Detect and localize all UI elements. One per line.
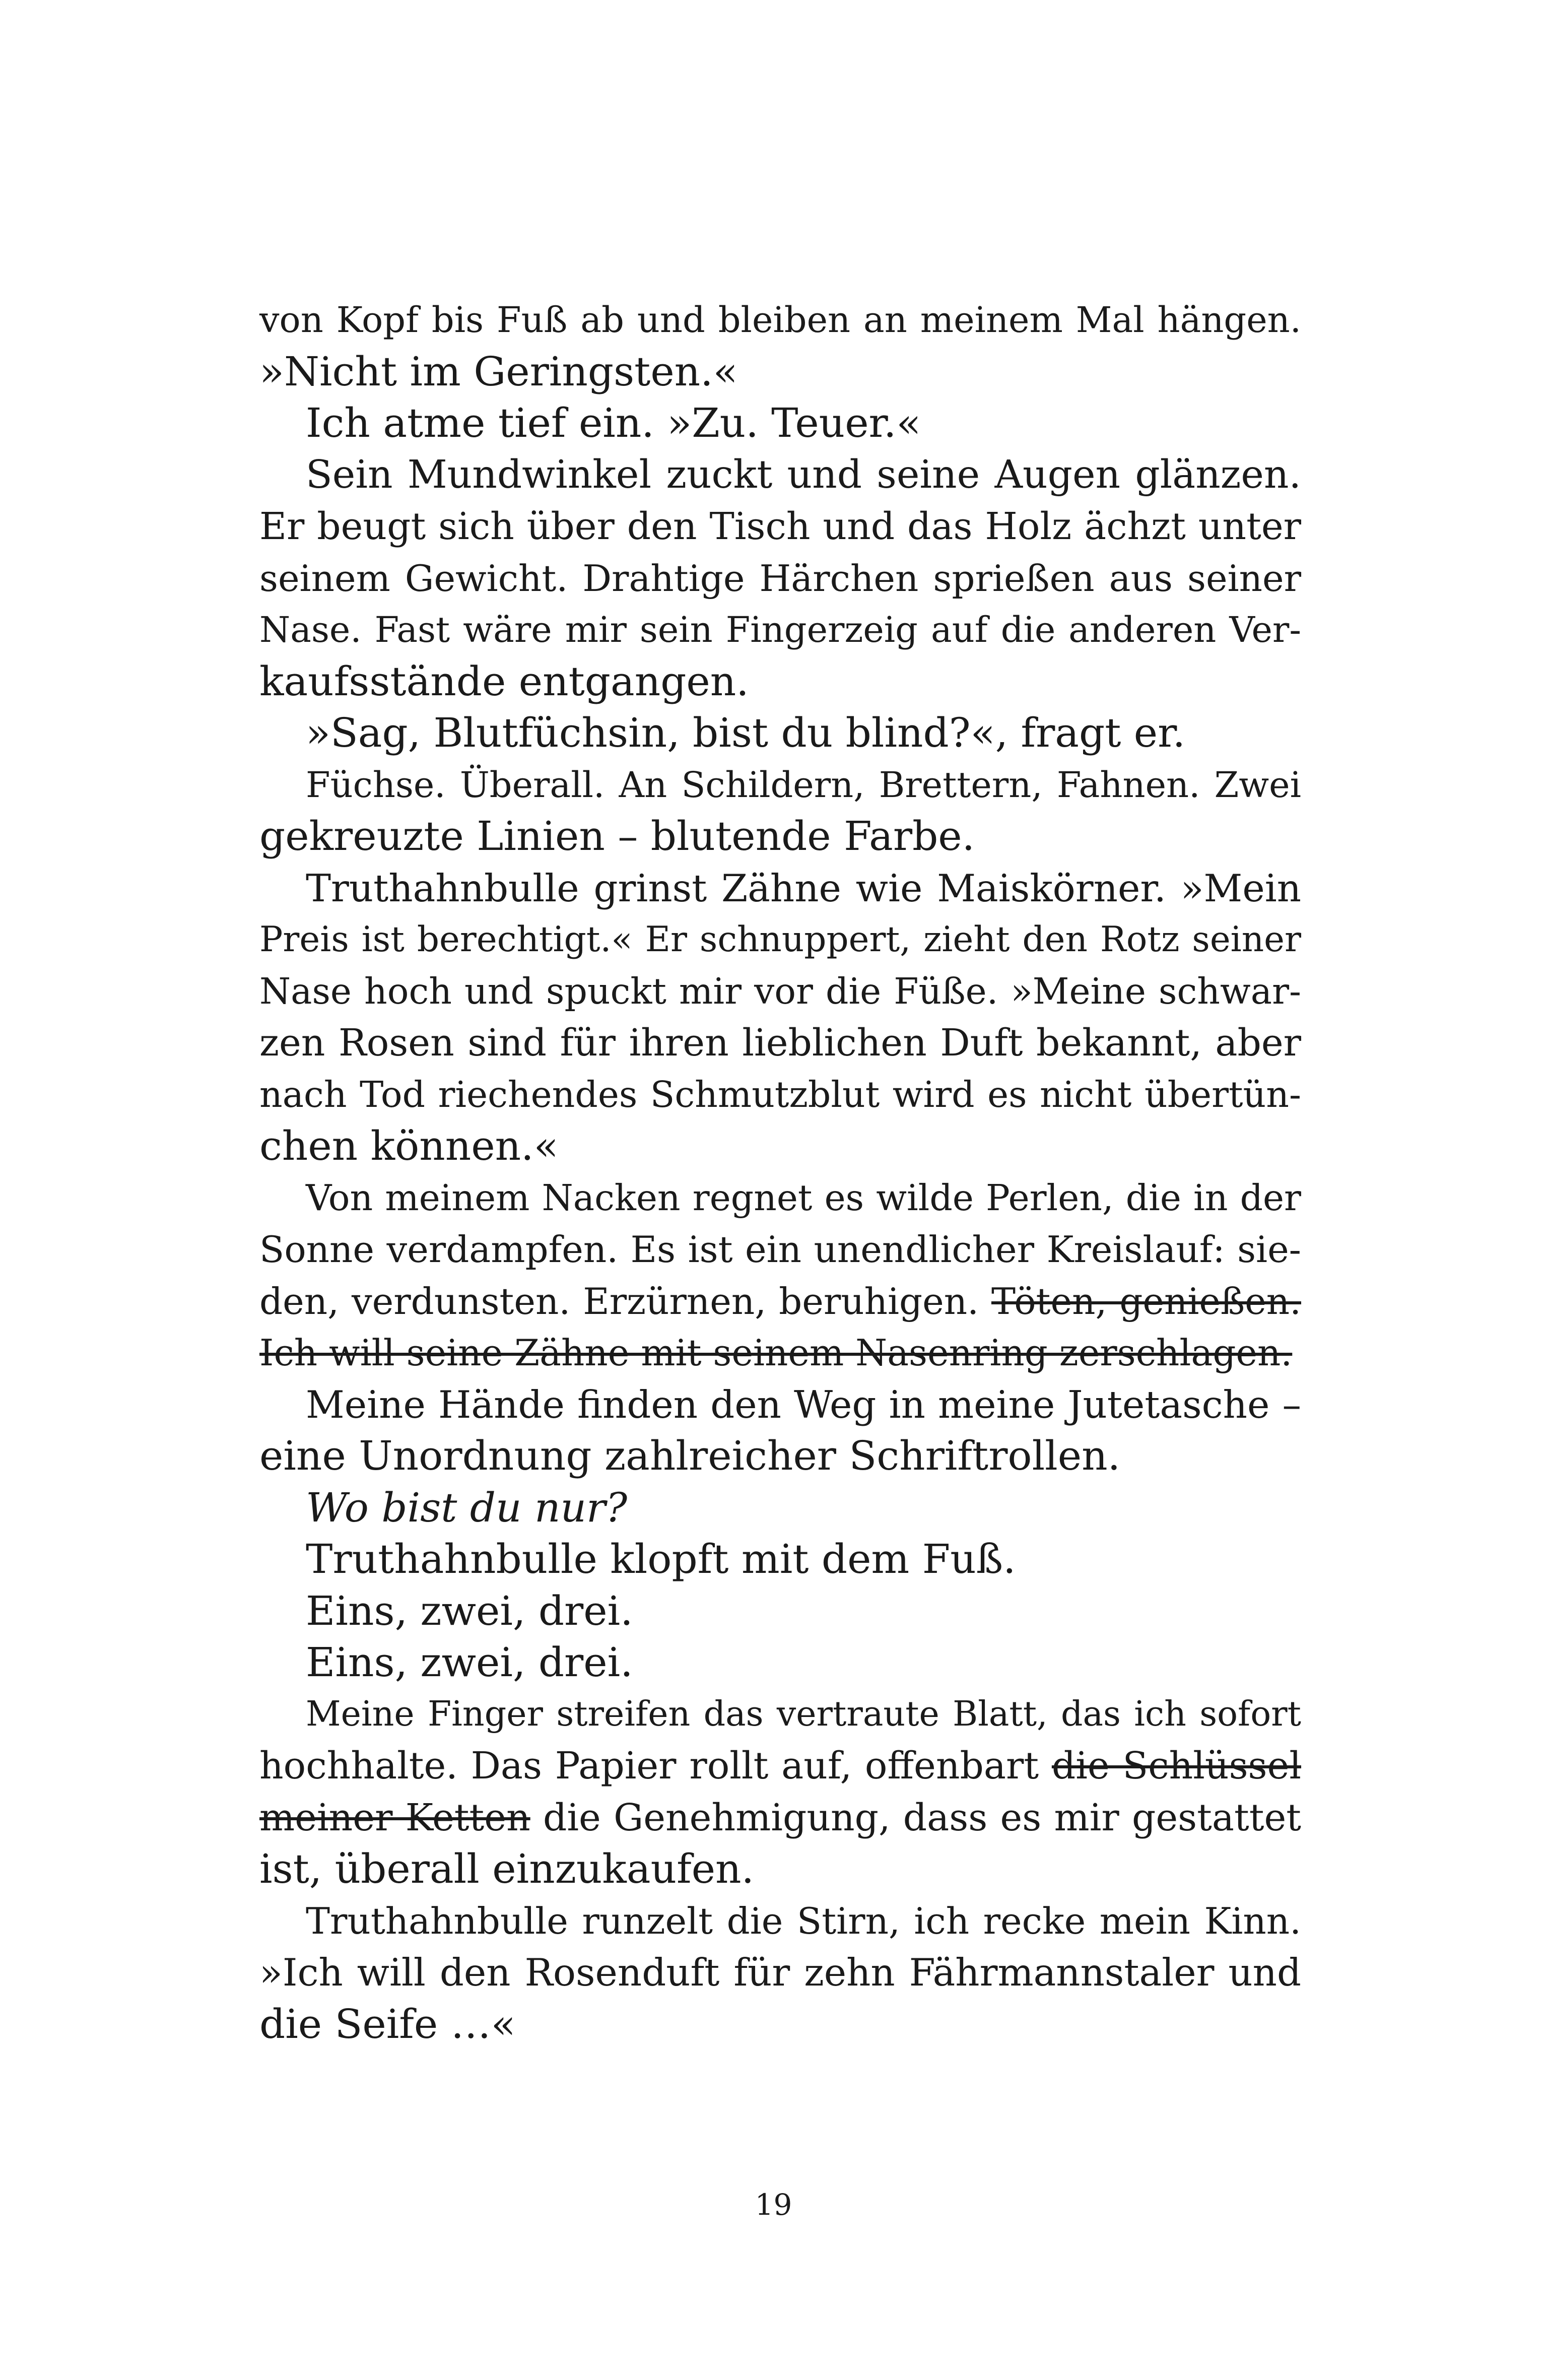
line-text: ist, überall einzukaufen. [259, 1845, 754, 1892]
text-line [259, 1843, 1301, 1895]
page-number: 19 [755, 2188, 792, 2222]
line-text: Eins, zwei, drei. [306, 1587, 633, 1634]
text-line [259, 1792, 1301, 1844]
text-line [259, 1999, 1301, 2051]
line-text: eine Unordnung zahlreicher Schriftrollen. [259, 1432, 1121, 1479]
struck-text: die Schlüssel [1051, 1744, 1301, 1788]
line-text: »Nicht im Geringsten.« [259, 348, 738, 395]
text-line [259, 656, 1301, 708]
line-text: kaufsstände entgangen. [259, 657, 749, 705]
text-line [259, 1120, 1301, 1172]
line-text: Sonne verdampfen. Es ist ein unendlicher Kreislauf: sie- [259, 1228, 1301, 1271]
line-text: seinem Gewicht. Drahtige Härchen sprießen aus seiner [259, 557, 1301, 600]
text-line [259, 346, 1301, 398]
line-text: »Sag, Blutfüchsin, bist du blind?«, fragt er. [306, 709, 1186, 756]
line-text: chen können.« [259, 1122, 559, 1169]
text-line [259, 449, 1301, 501]
line-text: hochhalte. Das Papier rollt auf, offenbart [259, 1744, 1039, 1788]
text-line [259, 604, 1301, 656]
line-text: Preis ist berechtigt.« Er schnuppert, zieht den Rotz seiner [259, 919, 1301, 960]
text-line [259, 1689, 1301, 1741]
text-line [259, 398, 1301, 449]
body-text [259, 294, 1301, 2050]
struck-text: meiner Ketten [259, 1796, 530, 1839]
line-text: die Genehmigung, dass es mir gestattet [543, 1796, 1301, 1839]
line-text: Meine Finger streifen das vertraute Blatt, das ich sofort [306, 1694, 1301, 1734]
line-text: Ich atme tief ein. »Zu. Teuer.« [306, 400, 921, 446]
line-text: gekreuzte Linien – blutende Farbe. [259, 813, 975, 860]
line-text: Füchse. Überall. An Schildern, Brettern, Fahnen. Zwei [306, 764, 1301, 806]
text-line [259, 1430, 1301, 1482]
line-text: Eins, zwei, drei. [306, 1639, 633, 1686]
text-line [259, 1327, 1301, 1379]
text-line [259, 1947, 1301, 1999]
line-text: zen Rosen sind für ihren lieblichen Duft bekannt, aber [259, 1021, 1301, 1065]
line-text: die Seife …« [259, 2000, 516, 2047]
line-text: den, verdunsten. Erzürnen, beruhigen. [259, 1280, 979, 1323]
text-line [259, 1069, 1301, 1121]
line-text: Sein Mundwinkel zuckt und seine Augen glänzen. [306, 452, 1301, 497]
text-line [259, 1740, 1301, 1792]
line-text: Truthahnbulle runzelt die Stirn, ich recke mein Kinn. [306, 1899, 1301, 1942]
text-line [259, 1276, 1301, 1328]
text-line [259, 1534, 1301, 1585]
text-line [259, 966, 1301, 1018]
line-text: von Kopf bis Fuß ab und bleiben an meinem Mal hängen. [259, 299, 1301, 341]
line-text: »Ich will den Rosenduft für zehn Fährmannstaler und [259, 1950, 1301, 1995]
text-line [259, 1224, 1301, 1276]
line-text: Nase hoch und spuckt mir vor die Füße. »Meine schwar- [259, 970, 1301, 1012]
line-text: Von meinem Nacken regnet es wilde Perlen, die in der [306, 1176, 1301, 1219]
text-line [259, 914, 1301, 966]
text-line [259, 294, 1301, 346]
line-text: Nase. Fast wäre mir sein Fingerzeig auf die anderen Ver- [259, 609, 1301, 650]
struck-text: Ich will seine Zähne mit seinem Nasenring zerschlagen. [259, 1332, 1293, 1374]
text-line [259, 1017, 1301, 1069]
text-line [259, 553, 1301, 605]
text-line [259, 501, 1301, 553]
text-line [259, 811, 1301, 863]
text-line [259, 1637, 1301, 1689]
text-line [259, 1482, 1301, 1534]
line-text: Wo bist du nur? [306, 1484, 628, 1531]
struck-text: Töten, genießen. [991, 1280, 1301, 1323]
text-line [259, 863, 1301, 914]
text-line [259, 759, 1301, 811]
line-text: nach Tod riechendes Schmutzblut wird es nicht übertün- [259, 1073, 1301, 1115]
line-text: Er beugt sich über den Tisch und das Holz ächzt unter [259, 505, 1301, 548]
line-text: Truthahnbulle klopft mit dem Fuß. [306, 1536, 1016, 1582]
line-text: Truthahnbulle grinst Zähne wie Maiskörner. »Mein [306, 866, 1301, 910]
text-line [259, 1895, 1301, 1947]
text-line [259, 1172, 1301, 1224]
text-line [259, 1585, 1301, 1637]
text-line [259, 1379, 1301, 1431]
line-text: Meine Hände finden den Weg in meine Jutetasche – [306, 1382, 1301, 1427]
text-line [259, 707, 1301, 759]
